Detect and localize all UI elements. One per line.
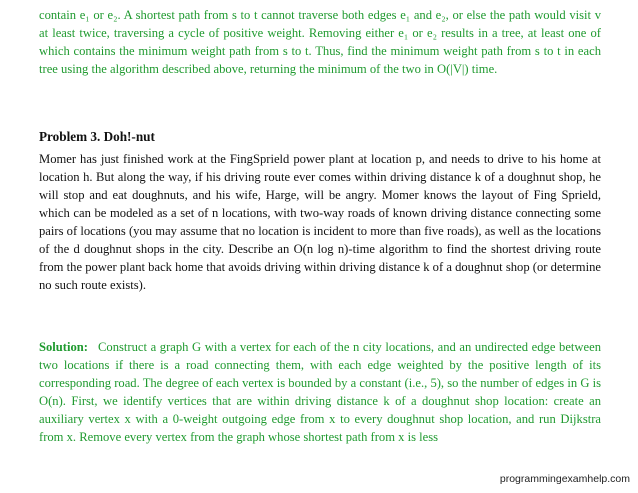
solution-paragraph [39,338,601,446]
problem-heading: Problem 3. Doh!-nut [39,129,155,144]
solution-body: Construct a graph G with a vertex for each of the n city locations, and an undirected edge between two locations if there is a road connecting them, with each edge weighted by the positive length of its corresponding road. The degree of each vertex is bounded by a constant (i.e., 5), so the number of edges in G is O(n). First, we identify vertices that are within driving distance k of a doughnut shop location: create an auxiliary vertex x with a 0-weight outgoing edge from x to every doughnut shop location, and run Dijkstra from x. Remove every vertex from the graph whose shortest path from x is less [39,340,601,444]
problem-body: Momer has just finished work at the FingSprield power plant at location p, and needs to drive to his home at location h. But along the way, if his driving route ever comes within driving distance k of a doughnut shop, he will stop and eat doughnuts, and his wife, Harge, will be angry. Momer knows the layout of Fing Sprield, which can be modeled as a set of n locations, with two-way roads of known driving distance connecting some pairs of locations (you may assume that no location is incident to more than five roads), as well as the locations of the d doughnut shops in the city. Describe an O(n log n)-time algorithm to find the shortest driving route from the power plant back home that avoids driving within driving distance k of a doughnut shop (or determine no such route exists). [39,152,601,292]
footer-watermark: programmingexamhelp.com [499,473,630,485]
intro-paragraph: contain e₁ or e₂. A shortest path from s to t cannot traverse both edges e₁ and e₂, or else the path would visit v at least twice, traversing a cycle of positive weight. Removing either e₁ or e₂ results in a tree, at least one of which contains the minimum weight path from s to t. Thus, find the minimum weight path from s to t in each tree using the algorithm described above, returning the minimum of the two in O(|V|) time. [39,8,601,76]
solution-label: Solution: [39,340,88,354]
